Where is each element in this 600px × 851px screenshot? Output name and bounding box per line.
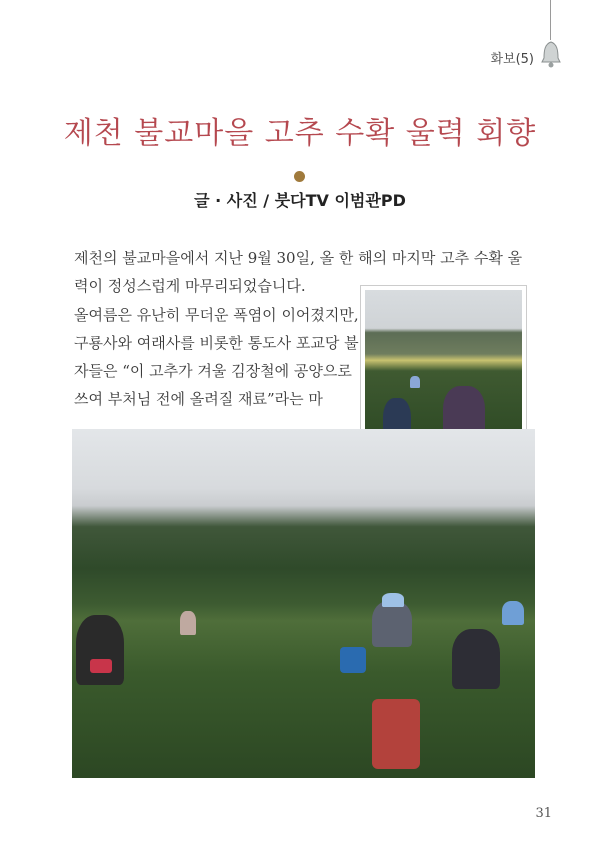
section-label: 화보(5): [490, 52, 534, 67]
harvest-photo-large: [72, 429, 535, 778]
worker-figure: [76, 615, 124, 685]
worker-figure: [90, 659, 112, 673]
worker-figure: [372, 601, 412, 647]
article-paragraph-1: 제천의 불교마을에서 지난 9월 30일, 올 한 해의 마지막 고추 수확 울력이 정성스럽게 마무리되었습니다.: [74, 249, 523, 295]
worker-figure: [452, 629, 500, 689]
worker-figure: [180, 611, 196, 635]
page-number: 31: [535, 806, 552, 821]
title-dot-ornament: [294, 171, 305, 182]
worker-figure: [502, 601, 524, 625]
worker-figure: [340, 647, 366, 673]
article-byline: 글 · 사진 / 붓다TV 이범관PD: [194, 191, 406, 210]
bell-icon: [540, 40, 562, 68]
worker-figure: [372, 699, 420, 769]
header-ornament-line: [550, 0, 551, 40]
article-title: 제천 불교마을 고추 수확 울력 회향: [63, 116, 537, 151]
article-paragraph-2: 올여름은 유난히 무더운 폭염이 이어졌지만, 구룡사와 여래사를 비롯한 통도사 포교당 불자들은 “이 고추가 겨울 김장철에 공양으로 쓰여 부처님 전에 올려질 재료”라는 마: [74, 306, 359, 408]
worker-figure: [382, 593, 404, 607]
worker-figure: [410, 376, 420, 388]
